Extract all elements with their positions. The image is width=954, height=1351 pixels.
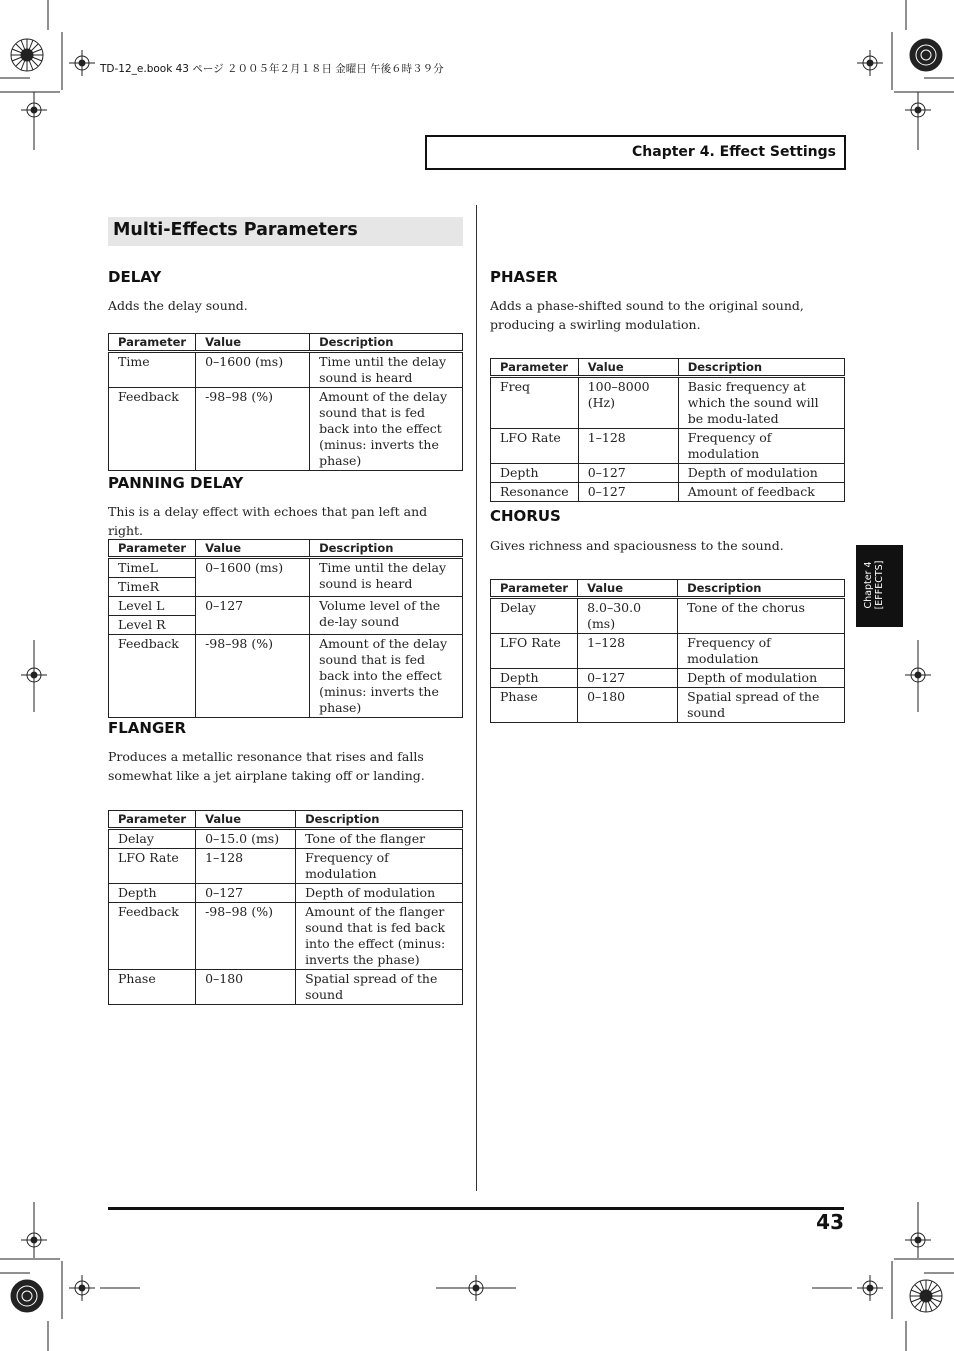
description-cell: Tone of the chorus — [678, 598, 845, 634]
param-cell: Phase — [109, 970, 196, 1005]
description-cell: Depth of modulation — [678, 669, 845, 688]
table-header-row — [491, 580, 845, 598]
description-cell: Amount of the delay sound that is fed back into the effect (minus: inverts the phase) — [310, 635, 463, 718]
section-title-bar — [108, 217, 463, 246]
phaser-description: Adds a phase-shifted sound to the original sound, producing a swirling modulation. — [490, 298, 804, 332]
column-header-parameter: Parameter — [491, 359, 579, 377]
value-cell: 0–1600 (ms) — [196, 558, 310, 597]
table-row — [109, 352, 463, 388]
table-row — [491, 377, 845, 429]
table-row — [109, 849, 463, 884]
param-cell: Depth — [491, 464, 579, 483]
column-header-description: Description — [310, 540, 463, 558]
phaser-heading: PHASER — [490, 268, 558, 286]
phaser-table — [490, 358, 845, 502]
panning-delay-description: This is a delay effect with echoes that pan left and right. — [108, 504, 428, 538]
column-header-value: Value — [578, 359, 678, 377]
value-cell: 0–1600 (ms) — [196, 352, 310, 388]
description-cell: Spatial spread of the sound — [296, 970, 463, 1005]
column-header-value: Value — [196, 811, 296, 829]
registration-mark-icon — [857, 50, 883, 76]
table-row — [109, 970, 463, 1005]
table-row — [491, 634, 845, 669]
registration-mark-icon — [857, 1275, 883, 1301]
param-cell: Level L — [109, 597, 196, 616]
side-tab-line2: [EFFECTS] — [874, 560, 885, 610]
table-row — [491, 429, 845, 464]
value-cell: -98–98 (%) — [196, 903, 296, 970]
file-info-header: TD-12_e.book 43 ページ ２００５年２月１８日 金曜日 午後６時３９分 — [100, 63, 444, 75]
flanger-heading: FLANGER — [108, 719, 187, 737]
description-cell: Basic frequency at which the sound will be modu-lated — [678, 377, 844, 429]
value-cell: 0–15.0 (ms) — [196, 829, 296, 849]
side-tab-line1: Chapter 4 — [863, 561, 874, 609]
value-cell: 0–127 — [196, 884, 296, 903]
column-header-value: Value — [578, 580, 678, 598]
column-header-parameter: Parameter — [109, 811, 196, 829]
table-row — [491, 669, 845, 688]
table-row — [491, 598, 845, 634]
column-divider — [476, 205, 477, 1191]
column-header-value: Value — [196, 540, 310, 558]
starburst-top-right-icon — [910, 39, 942, 71]
table-row — [491, 464, 845, 483]
description-cell: Amount of the delay sound that is fed back into the effect (minus: inverts the phase) — [310, 388, 463, 471]
value-cell: 1–128 — [196, 849, 296, 884]
value-cell: -98–98 (%) — [196, 388, 310, 471]
description-cell: Spatial spread of the sound — [678, 688, 845, 723]
value-cell: -98–98 (%) — [196, 635, 310, 718]
flanger-table — [108, 810, 463, 1005]
table-row — [491, 688, 845, 723]
panning-delay-table — [108, 539, 463, 718]
param-cell: Phase — [491, 688, 578, 723]
param-cell: LFO Rate — [109, 849, 196, 884]
param-cell: Delay — [491, 598, 578, 634]
description-cell: Depth of modulation — [296, 884, 463, 903]
column-header-parameter: Parameter — [491, 580, 578, 598]
table-row — [109, 884, 463, 903]
column-header-parameter: Parameter — [109, 540, 196, 558]
side-tab-label — [863, 561, 885, 610]
table-row — [109, 388, 463, 471]
value-cell: 0–127 — [578, 464, 678, 483]
registration-mark-icon — [69, 50, 95, 76]
value-cell: 0–180 — [196, 970, 296, 1005]
description-cell: Amount of feedback — [678, 483, 844, 502]
description-cell: Time until the delay sound is heard — [310, 352, 463, 388]
table-row — [109, 597, 463, 616]
column-header-value: Value — [196, 334, 310, 352]
param-cell: Time — [109, 352, 196, 388]
starburst-top-left-icon — [11, 39, 43, 71]
delay-table — [108, 333, 463, 471]
table-row — [109, 635, 463, 718]
column-header-description: Description — [678, 580, 845, 598]
chorus-heading: CHORUS — [490, 507, 561, 525]
chorus-table — [490, 579, 845, 723]
table-row — [491, 483, 845, 502]
registration-mark-icon — [69, 1275, 95, 1301]
table-row — [109, 558, 463, 578]
value-cell: 0–127 — [196, 597, 310, 635]
description-cell: Depth of modulation — [678, 464, 844, 483]
table-header-row — [109, 334, 463, 352]
chapter-title-box — [425, 135, 846, 170]
param-cell: TimeL — [109, 558, 196, 578]
param-cell: LFO Rate — [491, 429, 579, 464]
description-cell: Tone of the flanger — [296, 829, 463, 849]
param-cell: LFO Rate — [491, 634, 578, 669]
column-header-description: Description — [296, 811, 463, 829]
chapter-title: Chapter 4. Effect Settings — [632, 144, 836, 160]
value-cell: 1–128 — [578, 429, 678, 464]
section-title: Multi-Effects Parameters — [113, 220, 358, 240]
column-header-description: Description — [310, 334, 463, 352]
description-cell: Frequency of modulation — [296, 849, 463, 884]
footer-rule — [108, 1207, 844, 1210]
param-cell: TimeR — [109, 578, 196, 597]
table-header-row — [109, 540, 463, 558]
table-row — [109, 829, 463, 849]
value-cell: 100–8000 (Hz) — [578, 377, 678, 429]
description-cell: Frequency of modulation — [678, 429, 844, 464]
chorus-description: Gives richness and spaciousness to the sound. — [490, 538, 784, 553]
starburst-bottom-left-icon — [11, 1280, 43, 1312]
param-cell: Depth — [109, 884, 196, 903]
value-cell: 0–127 — [578, 669, 678, 688]
column-header-description: Description — [678, 359, 844, 377]
table-header-row — [109, 811, 463, 829]
description-cell: Volume level of the de-lay sound — [310, 597, 463, 635]
chapter-side-tab — [856, 545, 903, 627]
description-cell: Frequency of modulation — [678, 634, 845, 669]
delay-heading: DELAY — [108, 268, 162, 286]
param-cell: Feedback — [109, 903, 196, 970]
description-cell: Time until the delay sound is heard — [310, 558, 463, 597]
flanger-description: Produces a metallic resonance that rises and falls somewhat like a jet airplane taking off or landing. — [108, 749, 425, 783]
table-row — [109, 903, 463, 970]
param-cell: Feedback — [109, 635, 196, 718]
value-cell: 8.0–30.0 (ms) — [578, 598, 678, 634]
param-cell: Freq — [491, 377, 579, 429]
description-cell: Amount of the flanger sound that is fed back into the effect (minus: inverts the phase) — [296, 903, 463, 970]
page-number: 43 — [816, 1210, 844, 1234]
starburst-bottom-right-icon — [910, 1280, 942, 1312]
panning-delay-heading: PANNING DELAY — [108, 474, 244, 492]
value-cell: 0–127 — [578, 483, 678, 502]
delay-description: Adds the delay sound. — [108, 298, 248, 313]
value-cell: 1–128 — [578, 634, 678, 669]
param-cell: Level R — [109, 616, 196, 635]
param-cell: Depth — [491, 669, 578, 688]
param-cell: Feedback — [109, 388, 196, 471]
param-cell: Delay — [109, 829, 196, 849]
value-cell: 0–180 — [578, 688, 678, 723]
table-header-row — [491, 359, 845, 377]
param-cell: Resonance — [491, 483, 579, 502]
column-header-parameter: Parameter — [109, 334, 196, 352]
